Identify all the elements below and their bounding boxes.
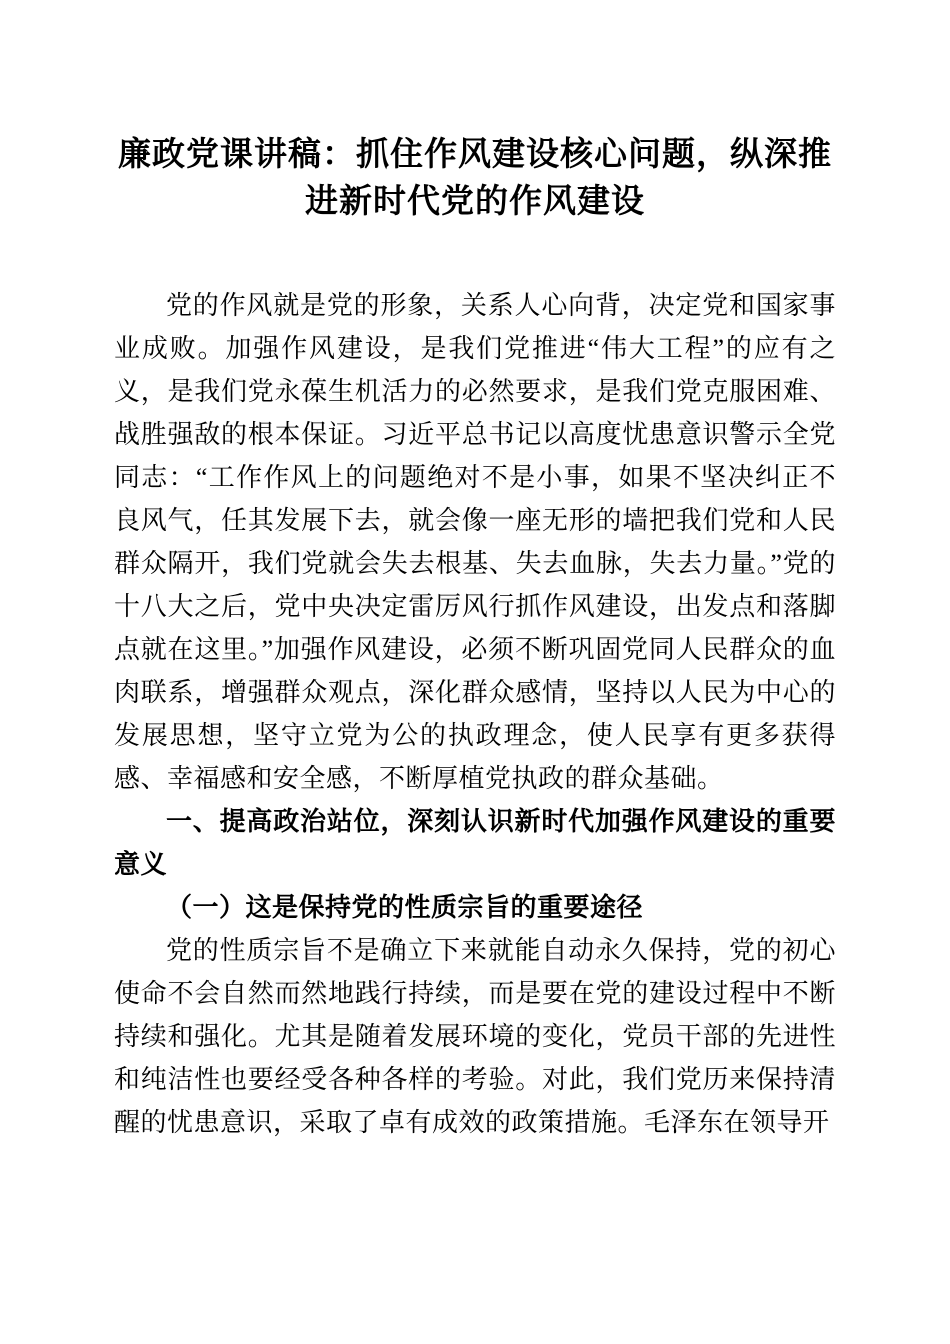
body-paragraph: 党的作风就是党的形象，关系人心向背，决定党和国家事业成败。加强作风建设，是我们党推进“伟大工程”的应有之义，是我们党永葆生机活力的必然要求，是我们党克服困难、战胜强敌的根本保证。习近平总书记以高度忧患意识警示全党同志：“工作作风上的问题绝对不是小事，如果不坚决纠正不良风气，任其发展下去，就会像一座无形的墙把我们党和人民群众隔开，我们党就会失去根基、失去血脉，失去力量。”党的十八大之后，党中央决定雷厉风行抓作风建设，出发点和落脚点就在这里。”加强作风建设，必须不断巩固党同人民群众的血肉联系，增强群众观点，深化群众感情，坚持以人民为中心的发展思想，坚守立党为公的执政理念，使人民享有更多获得感、幸福感和安全感，不断厚植党执政的群众基础。 <box>114 291 836 793</box>
section-heading: 一、提高政治站位，深刻认识新时代加强作风建设的重要意义 <box>114 806 836 879</box>
document-title: 廉政党课讲稿：抓住作风建设核心问题，纵深推进新时代党的作风建设 <box>118 137 832 220</box>
subsection-heading: （一）这是保持党的性质宗旨的重要途径 <box>166 893 644 922</box>
body-paragraph: 党的性质宗旨不是确立下来就能自动永久保持，党的初心使命不会自然而然地践行持续，而是要在党的建设过程中不断持续和强化。尤其是随着发展环境的变化，党员干部的先进性和纯洁性也要经受各种各样的考验。对此，我们党历来保持清醒的忧患意识，采取了卓有成效的政策措施。毛泽东在领导开 <box>114 936 836 1137</box>
